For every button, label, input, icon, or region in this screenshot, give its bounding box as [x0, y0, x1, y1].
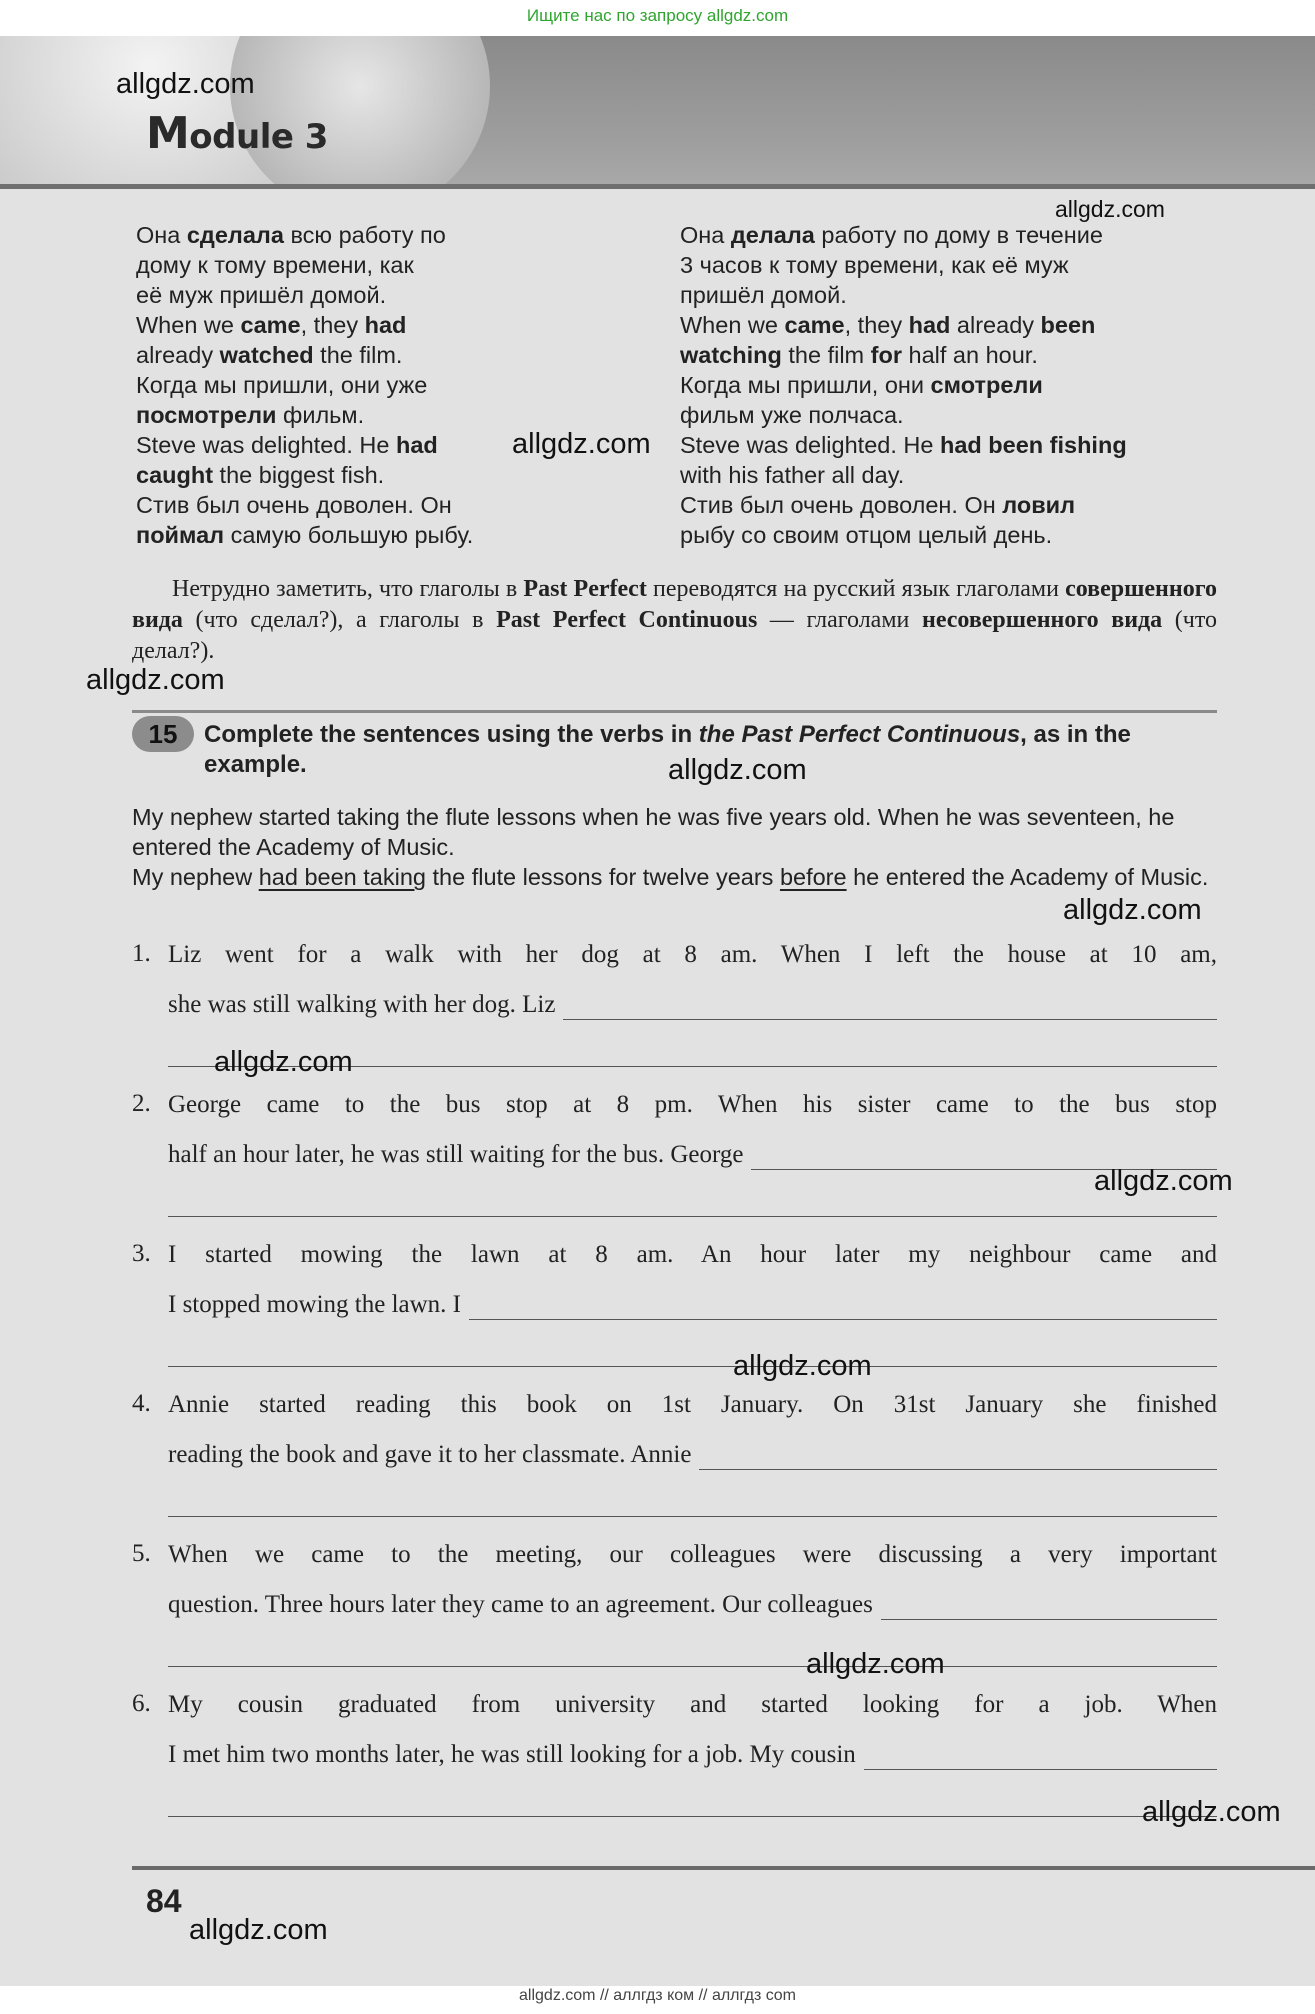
- answer-blank[interactable]: [881, 1593, 1217, 1620]
- comparison-line: Steve was delighted. He had been fishing: [680, 432, 1127, 458]
- item-sentence: George came to the bus stop at 8 pm. When his sister came to the bus stop: [168, 1091, 1217, 1118]
- comparison-line: поймал самую большую рыбу.: [136, 522, 474, 548]
- item-sentence-continued: reading the book and gave it to her classmate. Annie: [168, 1441, 692, 1468]
- exercise-item-3: [132, 1240, 1217, 1390]
- watermark: allgdz.com: [189, 1914, 328, 1946]
- watermark: allgdz.com: [86, 664, 225, 696]
- item-number: 5.: [132, 1540, 151, 1567]
- item-number: 1.: [132, 940, 151, 967]
- watermark: allgdz.com: [116, 68, 255, 100]
- bottom-banner[interactable]: allgdz.com // аллгдз ком // аллгдз com: [519, 1987, 796, 2004]
- item-number: 4.: [132, 1390, 151, 1417]
- answer-blank[interactable]: [864, 1743, 1217, 1770]
- item-sentence-continued: question. Three hours later they came to an agreement. Our colleagues: [168, 1591, 873, 1618]
- item-sentence-continued: I met him two months later, he was still looking for a job. My cousin: [168, 1741, 856, 1768]
- comparison-line: Steve was delighted. He had: [136, 432, 438, 458]
- answer-blank[interactable]: [699, 1443, 1217, 1470]
- watermark: allgdz.com: [1055, 196, 1165, 222]
- item-sentence: My cousin graduated from university and started looking for a job. When: [168, 1691, 1217, 1718]
- comparison-line: дому к тому времени, как: [136, 252, 414, 278]
- item-sentence-continued: I stopped mowing the lawn. I: [168, 1291, 462, 1318]
- comparison-line: watching the film for half an hour.: [680, 342, 1038, 368]
- answer-line[interactable]: [168, 1340, 1217, 1367]
- comparison-line: Она сделала всю работу по: [136, 222, 446, 248]
- item-number: 6.: [132, 1690, 151, 1717]
- comparison-line: caught the biggest fish.: [136, 462, 385, 488]
- item-sentence-continued: half an hour later, he was still waiting for the bus. George: [168, 1141, 744, 1168]
- example-answer: My nephew had been taking the flute lessons for twelve years before he entered the Academy of Music.: [132, 864, 1209, 890]
- exercise-divider: [132, 710, 1217, 713]
- comparison-line: её муж пришёл домой.: [136, 282, 387, 308]
- footer-divider: [132, 1866, 1315, 1870]
- comparison-line: Когда мы пришли, они уже: [136, 372, 428, 398]
- item-sentence: Annie started reading this book on 1st January. On 31st January she finished: [168, 1391, 1217, 1418]
- item-sentence-continued: she was still walking with her dog. Liz: [168, 991, 556, 1018]
- comparison-line: with his father all day.: [680, 462, 905, 488]
- comparison-right-column: [680, 220, 1127, 550]
- exercise-instruction: Complete the sentences using the verbs in the Past Perfect Continuous, as in the example.: [204, 721, 1131, 778]
- watermark: allgdz.com: [733, 1350, 872, 1382]
- comparison-line: Когда мы пришли, они смотрели: [680, 372, 1043, 398]
- answer-blank[interactable]: [469, 1293, 1217, 1320]
- item-number: 2.: [132, 1090, 151, 1117]
- comparison-line: Стив был очень доволен. Он: [136, 492, 452, 518]
- answer-blank[interactable]: [563, 993, 1217, 1020]
- comparison-line: фильм уже полчаса.: [680, 402, 904, 428]
- watermark: allgdz.com: [668, 754, 807, 786]
- exercise-item-2: [132, 1090, 1217, 1240]
- comparison-line: Стив был очень доволен. Он ловил: [680, 492, 1076, 518]
- comparison-line: Она делала работу по дому в течение: [680, 222, 1103, 248]
- answer-line[interactable]: [168, 1490, 1217, 1517]
- exercise-number-badge: 15: [132, 716, 194, 752]
- watermark: allgdz.com: [214, 1046, 353, 1078]
- comparison-line: посмотрели фильм.: [136, 402, 365, 428]
- item-sentence: Liz went for a walk with her dog at 8 am. When I left the house at 10 am,: [168, 941, 1217, 968]
- comparison-line: already watched the film.: [136, 342, 403, 368]
- comparison-left-column: [136, 220, 473, 550]
- header-divider: [0, 184, 1315, 189]
- answer-line[interactable]: [168, 1790, 1217, 1817]
- comparison-line: 3 часов к тому времени, как её муж: [680, 252, 1069, 278]
- comparison-line: пришёл домой.: [680, 282, 847, 308]
- watermark: allgdz.com: [806, 1648, 945, 1680]
- answer-line[interactable]: [168, 1640, 1217, 1667]
- watermark: allgdz.com: [1142, 1796, 1281, 1828]
- exercise-example: [132, 802, 1217, 892]
- comparison-line: When we came, they had already been: [680, 312, 1096, 338]
- exercise-item-4: [132, 1390, 1217, 1540]
- exercise-item-5: [132, 1540, 1217, 1690]
- grammar-note: Нетрудно заметить, что глаголы в Past Perfect переводятся на русский язык глаголами совершенного вида (что сделал?), а глаголы в Past Perfect Continuous — глаголами несовершенного вида (что делал?).: [132, 576, 1218, 664]
- watermark: allgdz.com: [1094, 1165, 1233, 1197]
- exercise-item-6: [132, 1690, 1217, 1840]
- comparison-line: When we came, they had: [136, 312, 407, 338]
- item-sentence: I started mowing the lawn at 8 am. An hour later my neighbour came and: [168, 1241, 1217, 1268]
- top-banner[interactable]: Ищите нас по запросу allgdz.com: [526, 6, 789, 25]
- page-number: 84: [146, 1883, 182, 1919]
- answer-line[interactable]: [168, 1190, 1217, 1217]
- example-context: My nephew started taking the flute lessons when he was five years old. When he was seventeen, he entered the Academy of Music.: [132, 804, 1175, 860]
- watermark: allgdz.com: [1063, 894, 1202, 926]
- item-sentence: When we came to the meeting, our colleagues were discussing a very important: [168, 1541, 1217, 1568]
- module-title: Module 3: [146, 108, 328, 159]
- watermark: allgdz.com: [512, 428, 651, 460]
- item-number: 3.: [132, 1240, 151, 1267]
- comparison-line: рыбу со своим отцом целый день.: [680, 522, 1053, 548]
